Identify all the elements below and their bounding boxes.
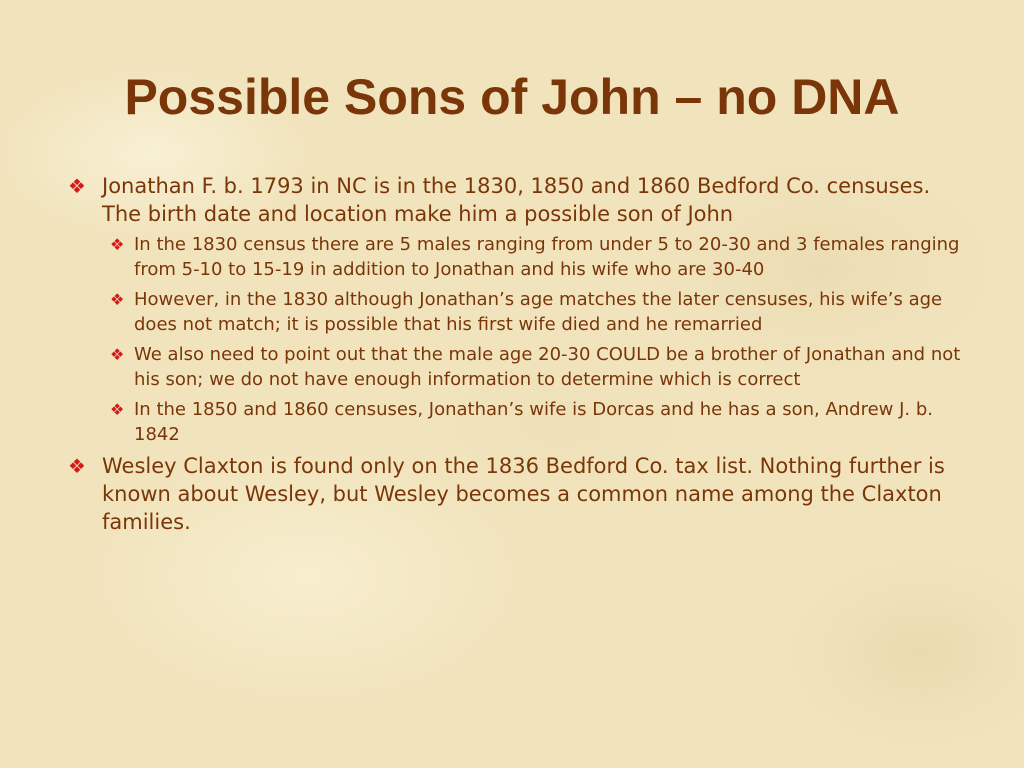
- diamond-bullet-icon: ❖: [110, 290, 125, 309]
- sub-bullet-text: In the 1850 and 1860 censuses, Jonathan’s wife is Dorcas and he has a son, Andrew J. b. 1842: [134, 399, 934, 445]
- bullet-item-wesley: [64, 452, 974, 536]
- sub-bullet-item: [108, 342, 974, 392]
- sub-bullet-text: However, in the 1830 although Jonathan’s age matches the later censuses, his wife’s age does not match; it is possible that his first wife died and he remarried: [134, 289, 943, 335]
- sub-bullet-text: We also need to point out that the male age 20-30 COULD be a brother of Jonathan and not his son; we do not have enough information to determine which is correct: [134, 344, 961, 390]
- bullet-text: Jonathan F. b. 1793 in NC is in the 1830, 1850 and 1860 Bedford Co. censuses. The birth date and location make him a possible son of John: [102, 174, 931, 226]
- sub-bullet-item: [108, 397, 974, 447]
- bullet-item-jonathan: [64, 172, 974, 447]
- sub-bullet-item: [108, 287, 974, 337]
- slide-content: [64, 172, 974, 540]
- bullet-list: [64, 172, 974, 536]
- diamond-bullet-icon: ❖: [68, 174, 86, 198]
- diamond-bullet-icon: ❖: [110, 400, 125, 419]
- sub-bullet-text: In the 1830 census there are 5 males ranging from under 5 to 20-30 and 3 females ranging from 5-10 to 15-19 in addition to Jonathan and his wife who are 30-40: [134, 234, 960, 280]
- sub-bullet-item: [108, 232, 974, 282]
- diamond-bullet-icon: ❖: [110, 345, 125, 364]
- bullet-text: Wesley Claxton is found only on the 1836 Bedford Co. tax list. Nothing further is known about Wesley, but Wesley becomes a common name among the Claxton families.: [102, 454, 945, 534]
- slide-title: Possible Sons of John – no DNA: [124, 69, 900, 125]
- sub-bullet-list: [108, 232, 974, 447]
- diamond-bullet-icon: ❖: [110, 235, 125, 254]
- diamond-bullet-icon: ❖: [68, 454, 86, 478]
